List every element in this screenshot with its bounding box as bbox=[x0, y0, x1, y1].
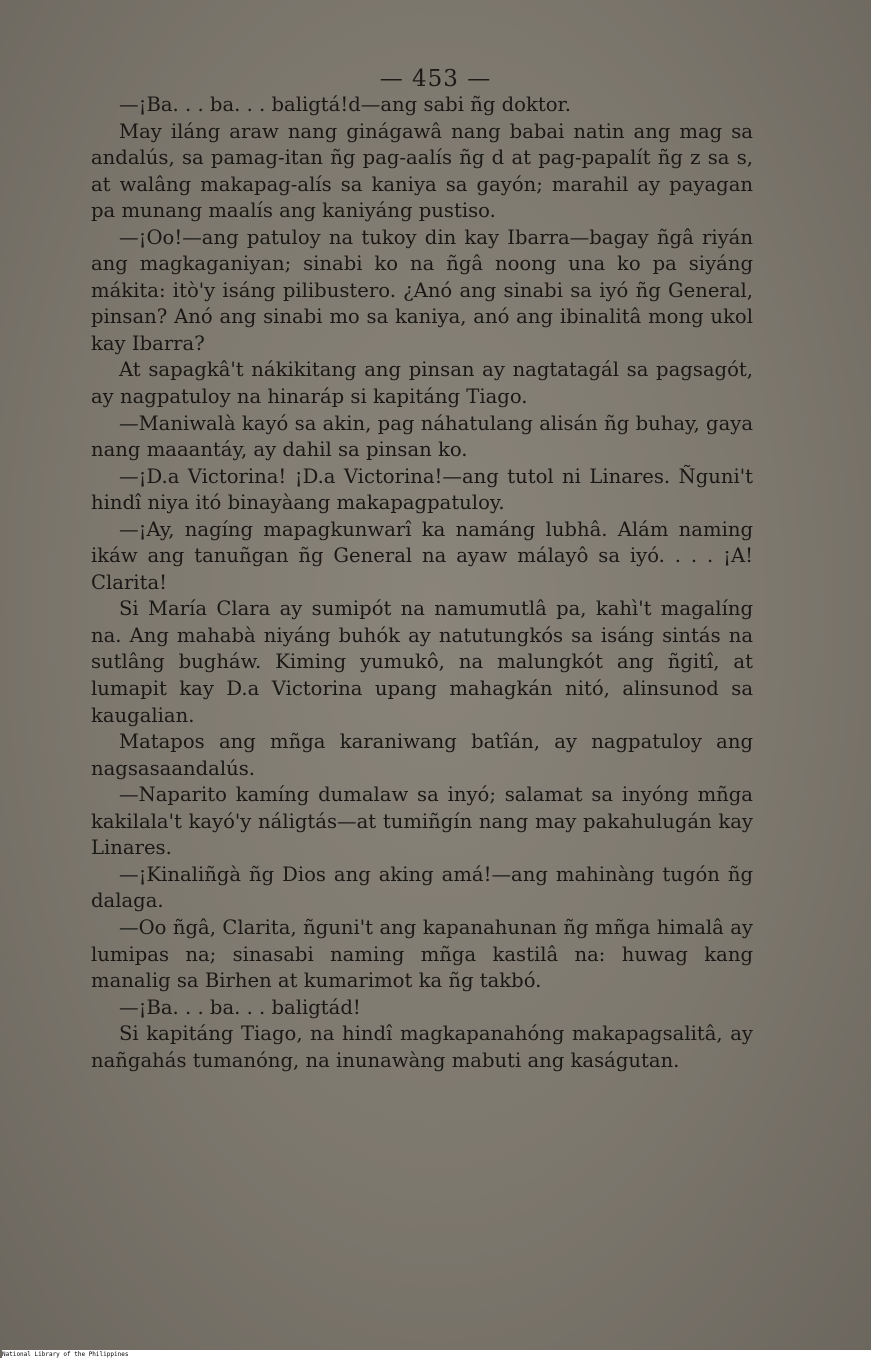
paragraph: —¡Oo!—ang patuloy na tukoy din kay Ibarra—bagay ñgâ riyán ang magkaganiyan; sinabi ko na ñgâ noong una ko pa siyáng mákita: itò'y isáng pilibustero. ¿Anó ang sinabi sa iyó ñg General, pinsan? Anó ang sinabi mo sa kaniya, anó ang ibinalitâ mong ukol kay Ibarra? bbox=[91, 225, 753, 355]
footer-strip bbox=[2, 1350, 871, 1358]
paragraph: Si kapitáng Tiago, na hindî magkapanahóng makapagsalitâ, ay nañgahás tumanóng, na inunawàng mabuti ang kaságutan. bbox=[91, 1022, 753, 1072]
paragraph: Si María Clara ay sumipót na namumutlâ pa, kahì't magalíng na. Ang mahabà niyáng buhók ay natutungkós sa isáng sintás na sutlâng bugháw. Kiming yumukô, na malungkót ang ñgitî, at lumapit kay D.a Victorina upang mahagkán nitó, alinsunod sa kaugalian. bbox=[91, 597, 753, 727]
paragraph: —¡Kinaliñgà ñg Dios ang aking amá!—ang mahinàng tugón ñg dalaga. bbox=[91, 862, 753, 913]
paragraph: —¡D.a Victorina! ¡D.a Victorina!—ang tutol ni Linares. Ñguni't hindî niya itó binayàang makapagpatuloy. bbox=[91, 464, 753, 515]
paragraph: —¡Ba. . . ba. . . baligtád! bbox=[119, 995, 361, 1019]
paragraph: —Oo ñgâ, Clarita, ñguni't ang kapanahunan ñg mñga himalâ ay lumipas na; sinasabi naming mñga kastilâ na: huwag kang manalig sa Birhen at kumarimot ka ñg takbó. bbox=[91, 915, 753, 993]
paragraph: At sapagkâ't nákikitang ang pinsan ay nagtatagál sa pagsagót, ay nagpatuloy na hinaráp si kapitáng Tiago. bbox=[91, 358, 753, 409]
paragraph: May iláng araw nang ginágawâ nang babai natin ang mag sa andalús, sa pamag-itan ñg pag-aalís ñg d at pag-papalít ñg z sa s, at walâng makapag-alís sa kaniya sa gayón; marahil ay payagan pa munang maalís ang kaniyáng pustiso. bbox=[91, 119, 753, 223]
paragraph: —¡Ay, nagíng mapagkunwarî ka namáng lubhâ. Alám naming ikáw ang tanuñgan ñg General na ayaw málayô sa iyó. . . . ¡A! Clarita! bbox=[91, 517, 753, 594]
paragraph: —¡Ba. . . ba. . . baligtá!d—ang sabi ñg doktor. bbox=[119, 93, 571, 116]
paragraph: —Naparito kamíng dumalaw sa inyó; salamat sa inyóng mñga kakilala't kayó'y náligtás—at tumiñgín nang may pakahulugán kay Linares. bbox=[91, 783, 753, 860]
paragraph: Matapos ang mñga karaniwang batîán, ay nagpatuloy ang nagsasaandalús. bbox=[91, 730, 753, 780]
footer-credit: National Library of the Philippines bbox=[2, 1351, 129, 1358]
body-text bbox=[91, 92, 753, 1074]
page-number: — 453 — bbox=[379, 66, 492, 92]
paragraph: —Maniwalà kayó sa akin, pag náhatulang alisán ñg buhay, gaya nang maaantáy, ay dahil sa pinsan ko. bbox=[91, 411, 753, 462]
